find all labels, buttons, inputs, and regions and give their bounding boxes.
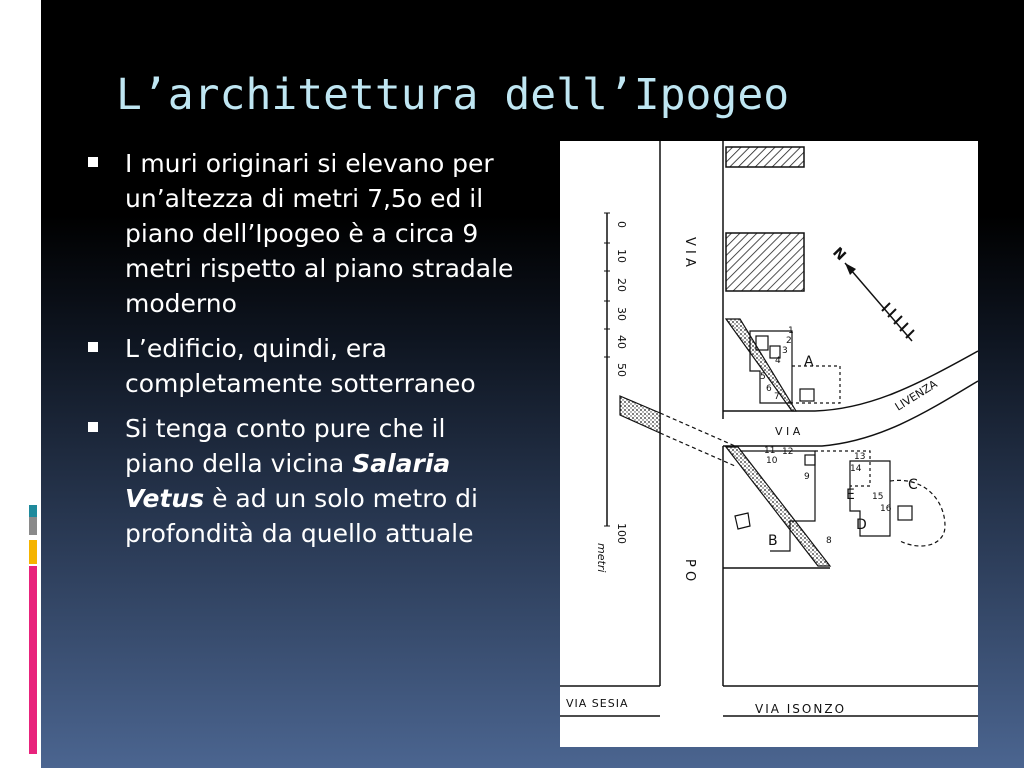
room-number: 12 — [782, 447, 794, 457]
street-label-via: V I A — [682, 237, 697, 267]
hatched-block — [726, 233, 804, 291]
room-outline — [805, 455, 815, 465]
bullet-text-post: è ad un solo metro di profondità da quello attuale — [125, 484, 479, 548]
sector-label-b: B — [768, 533, 778, 549]
room-outline-dashed — [792, 366, 840, 403]
accent-bar-orange — [29, 540, 37, 564]
bullet-text: I muri originari si elevano per un’altezza di metri 7,5o ed il piano dell’Ipogeo è a circa 9 metri rispetto al piano stradale moderno — [125, 149, 514, 318]
sector-label-c: C — [908, 477, 918, 493]
scale-tick-label: 40 — [615, 335, 628, 349]
bullet-square-icon — [88, 422, 98, 432]
sector-label-e: E — [846, 487, 855, 503]
scale-tick-label: 0 — [615, 221, 628, 228]
room-outline — [898, 506, 912, 520]
room-number: 4 — [775, 356, 781, 366]
room-outline — [735, 513, 750, 529]
scale-tick-label: 20 — [615, 278, 628, 292]
ancient-road-strip — [726, 319, 796, 411]
slide — [41, 0, 1024, 768]
bullet-text-pre: Si tenga conto pure che il piano della vicina — [125, 414, 446, 478]
bullet-square-icon — [88, 342, 98, 352]
north-arrow-feather — [882, 303, 914, 338]
room-number: 11 — [764, 446, 776, 456]
room-number: 6 — [766, 384, 772, 394]
room-number: 10 — [766, 456, 778, 466]
north-label: N — [829, 244, 849, 265]
room-number: 2 — [786, 336, 792, 346]
room-number: 9 — [804, 472, 810, 482]
room-number: 7 — [774, 392, 780, 402]
bullet-item — [88, 411, 518, 551]
street-label-livenza: LIVENZA — [892, 377, 940, 414]
room-number: 8 — [826, 536, 832, 546]
slide-title: L’architettura dell’Ipogeo — [116, 70, 790, 120]
room-outline — [800, 389, 814, 401]
scale-tick-label: 50 — [615, 363, 628, 377]
site-plan-drawing — [560, 141, 978, 747]
accent-bar-teal — [29, 505, 37, 517]
salaria-vetus-strip — [620, 396, 660, 433]
hatched-block — [726, 147, 804, 167]
room-number: 5 — [760, 372, 766, 382]
street-label-po: P O — [682, 559, 697, 582]
room-number: 16 — [880, 504, 892, 514]
bullet-text-emphasis: Salaria Vetus — [125, 449, 451, 513]
room-number: 14 — [850, 464, 862, 474]
sector-label-d: D — [856, 517, 867, 533]
street-label-via-sesia: VIA SESIA — [566, 697, 629, 710]
bullet-square-icon — [88, 157, 98, 167]
bullet-list — [88, 146, 518, 561]
scale-tick-label: 30 — [615, 307, 628, 321]
street-label-via-livenza: V I A — [775, 425, 801, 438]
left-margin — [0, 0, 41, 768]
room-number: 1 — [788, 326, 794, 336]
accent-bar-pink — [29, 566, 37, 754]
scale-tick-label: 10 — [615, 249, 628, 263]
scale-unit-label: metri — [595, 543, 608, 573]
street-label-via-isonzo: VIA ISONZO — [755, 702, 847, 716]
sector-label-a: A — [804, 354, 814, 370]
bullet-text: L’edificio, quindi, era completamente sotterraneo — [125, 334, 476, 398]
bullet-item — [88, 146, 518, 321]
bullet-item — [88, 331, 518, 401]
room-number: 15 — [872, 492, 884, 502]
room-number: 13 — [854, 452, 866, 462]
room-number: 3 — [782, 346, 788, 356]
ipogeo-site-plan — [560, 141, 978, 747]
scale-tick-label: 100 — [615, 523, 628, 544]
road-edge-livenza-south — [723, 381, 978, 446]
accent-bar-gray — [29, 517, 37, 535]
